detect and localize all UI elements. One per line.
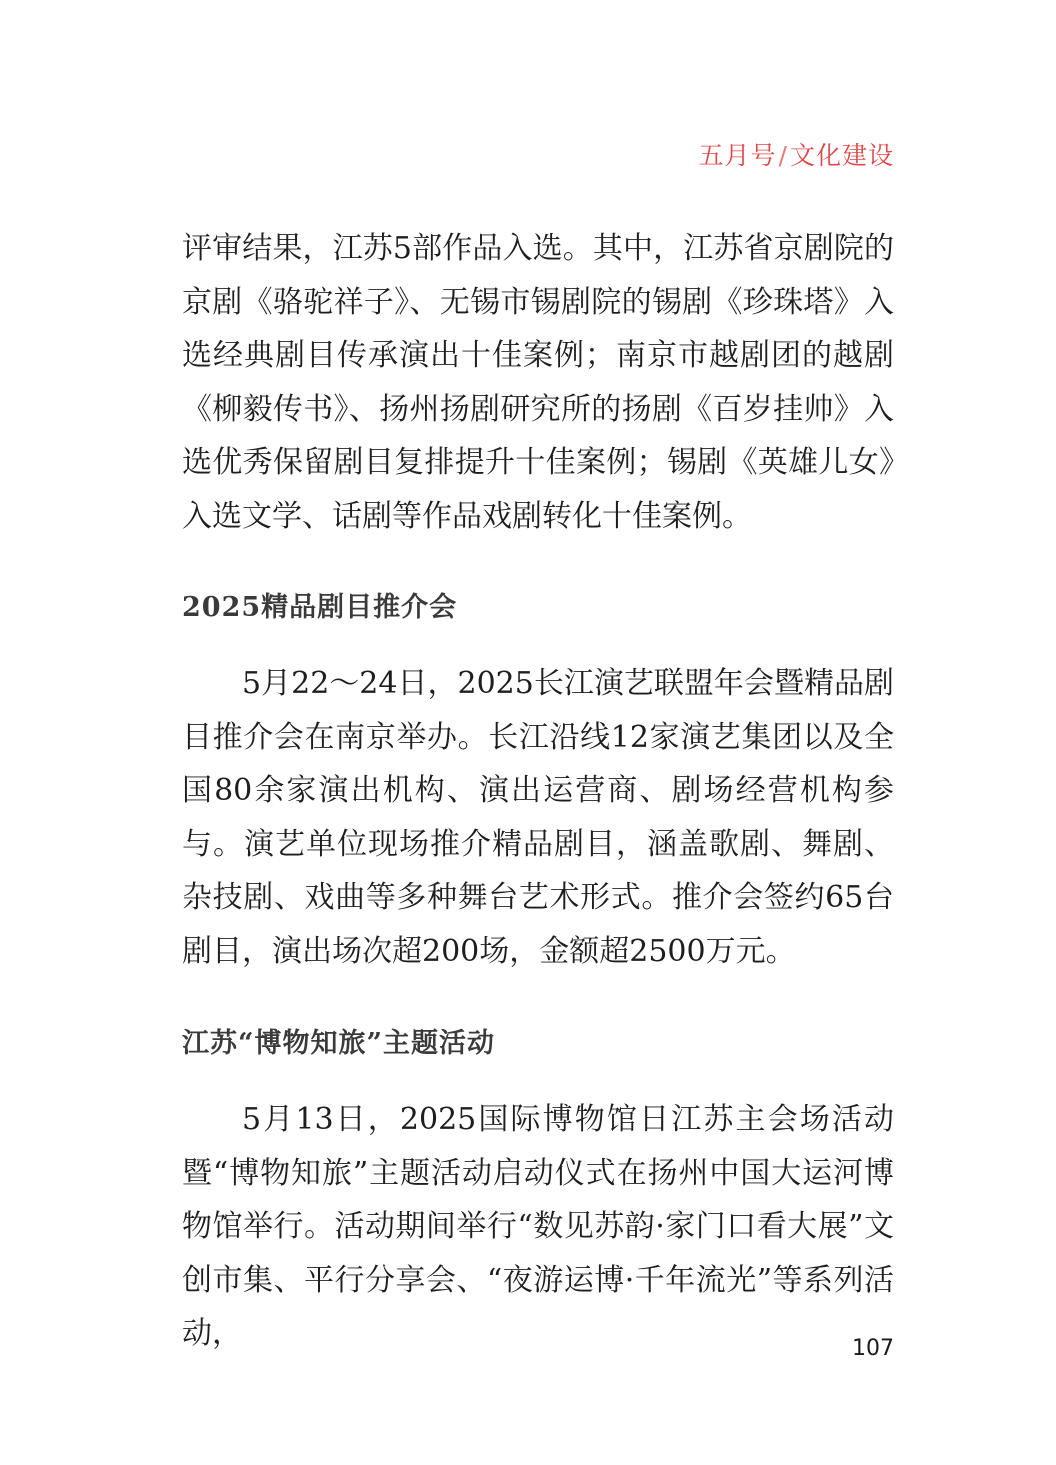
- header-separator: /: [778, 141, 788, 170]
- article-body: [182, 222, 894, 1361]
- column-label: 文化建设: [789, 141, 894, 170]
- page-number: 107: [852, 1336, 894, 1361]
- issue-label: 五月号: [698, 141, 777, 170]
- running-header: [699, 136, 894, 172]
- section-paragraph-museum: 5月13日，2025国际博物馆日江苏主会场活动暨“博物知旅”主题活动启动仪式在扬州中国大运河博物馆举行。活动期间举行“数见苏韵·家门口看大展”文创市集、平行分享会、“夜游运博·千年流光”等系列活动，: [182, 1102, 894, 1351]
- section-heading-museum: 江苏“博物知旅”主题活动: [182, 1028, 496, 1059]
- intro-paragraph: 评审结果，江苏5部作品入选。其中，江苏省京剧院的京剧《骆驼祥子》、无锡市锡剧院的锡剧《珍珠塔》入选经典剧目传承演出十佳案例；南京市越剧团的越剧《柳毅传书》、扬州扬剧研究所的扬剧《百岁挂帅》入选优秀保留剧目复排提升十佳案例；锡剧《英雄儿女》入选文学、话剧等作品戏剧转化十佳案例。: [182, 231, 894, 534]
- section-paragraph-recommendation: 5月22～24日，2025长江演艺联盟年会暨精品剧目推介会在南京举办。长江沿线12家演艺集团以及全国80余家演出机构、演出运营商、剧场经营机构参与。演艺单位现场推介精品剧目，涵盖歌剧、舞剧、杂技剧、戏曲等多种舞台艺术形式。推介会签约65台剧目，演出场次超200场，金额超2500万元。: [182, 666, 894, 969]
- section-heading-recommendation: 2025精品剧目推介会: [182, 592, 458, 623]
